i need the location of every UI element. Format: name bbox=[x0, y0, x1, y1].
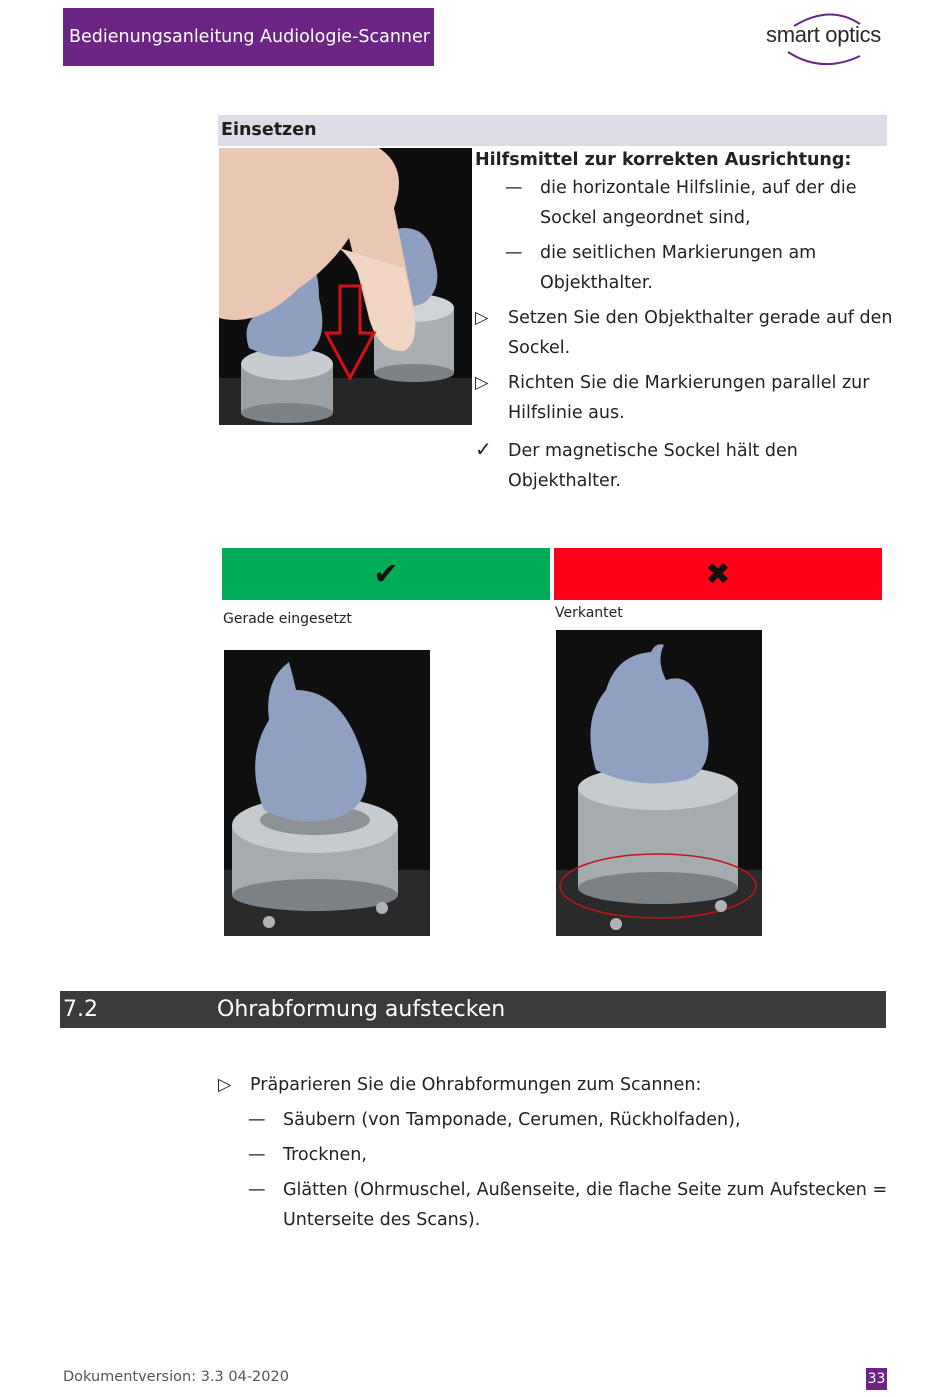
photo-hand-inserting-holder bbox=[219, 148, 472, 425]
chapter-heading-bar bbox=[60, 991, 886, 1028]
result-line: Der magnetische Sockel hält den bbox=[508, 441, 798, 461]
step-line: Setzen Sie den Objekthalter gerade auf den bbox=[508, 308, 893, 328]
photo-tilted-inserted bbox=[556, 630, 762, 936]
step-line: Richten Sie die Markierungen parallel zur bbox=[508, 373, 870, 393]
step-text bbox=[508, 303, 892, 363]
check-icon: ✔ bbox=[373, 556, 399, 592]
photo-correctly-inserted bbox=[224, 650, 430, 936]
aid-item-line: die seitlichen Markierungen am bbox=[540, 243, 817, 263]
checkmark-icon: ✓ bbox=[475, 437, 492, 461]
prep-item-line: Säubern (von Tamponade, Cerumen, Rückholfaden), bbox=[283, 1110, 741, 1130]
dash-marker: — bbox=[248, 1110, 266, 1130]
correct-caption: Gerade eingesetzt bbox=[223, 611, 352, 627]
correct-indicator-bar bbox=[222, 548, 550, 600]
aid-item-line: die horizontale Hilfslinie, auf der die bbox=[540, 178, 857, 198]
prep-item-text bbox=[283, 1175, 887, 1235]
aid-item-text bbox=[540, 238, 816, 298]
document-version: Dokumentversion: 3.3 04-2020 bbox=[63, 1369, 289, 1385]
aid-item-line: Sockel angeordnet sind, bbox=[540, 208, 751, 228]
chapter-title: Ohrabformung aufstecken bbox=[217, 997, 506, 1022]
wrong-indicator-bar bbox=[554, 548, 882, 600]
step-text bbox=[508, 368, 869, 428]
document-header-title: Bedienungsanleitung Audiologie-Scanner bbox=[63, 8, 434, 66]
prep-item-line: Glätten (Ohrmuschel, Außenseite, die flache Seite zum Aufstecken = bbox=[283, 1180, 888, 1200]
step-triangle-icon: ▷ bbox=[218, 1075, 232, 1095]
aid-item-line: Objekthalter. bbox=[540, 273, 653, 293]
prep-item-line: Unterseite des Scans). bbox=[283, 1210, 481, 1230]
aid-item-text bbox=[540, 173, 857, 233]
dash-marker: — bbox=[505, 178, 523, 198]
dash-marker: — bbox=[248, 1145, 266, 1165]
prep-item-line: Trocknen, bbox=[283, 1145, 367, 1165]
step-triangle-icon: ▷ bbox=[475, 308, 489, 328]
logo-text: smart optics bbox=[766, 22, 881, 47]
result-line: Objekthalter. bbox=[508, 471, 621, 491]
cross-icon: ✖ bbox=[705, 556, 731, 592]
result-text bbox=[508, 436, 798, 496]
wrong-caption: Verkantet bbox=[555, 605, 623, 621]
smart-optics-logo bbox=[760, 8, 890, 68]
prep-intro-text: Präparieren Sie die Ohrabformungen zum Scannen: bbox=[250, 1075, 702, 1095]
step-triangle-icon: ▷ bbox=[475, 373, 489, 393]
chapter-number: 7.2 bbox=[63, 997, 98, 1022]
step-line: Hilfslinie aus. bbox=[508, 403, 625, 423]
prep-item-text bbox=[283, 1105, 741, 1135]
prep-item-text bbox=[283, 1140, 367, 1170]
section-title: Einsetzen bbox=[218, 115, 887, 146]
aids-heading: Hilfsmittel zur korrekten Ausrichtung: bbox=[475, 150, 852, 170]
dash-marker: — bbox=[248, 1180, 266, 1200]
page-number: 33 bbox=[866, 1368, 887, 1390]
dash-marker: — bbox=[505, 243, 523, 263]
step-line: Sockel. bbox=[508, 338, 571, 358]
